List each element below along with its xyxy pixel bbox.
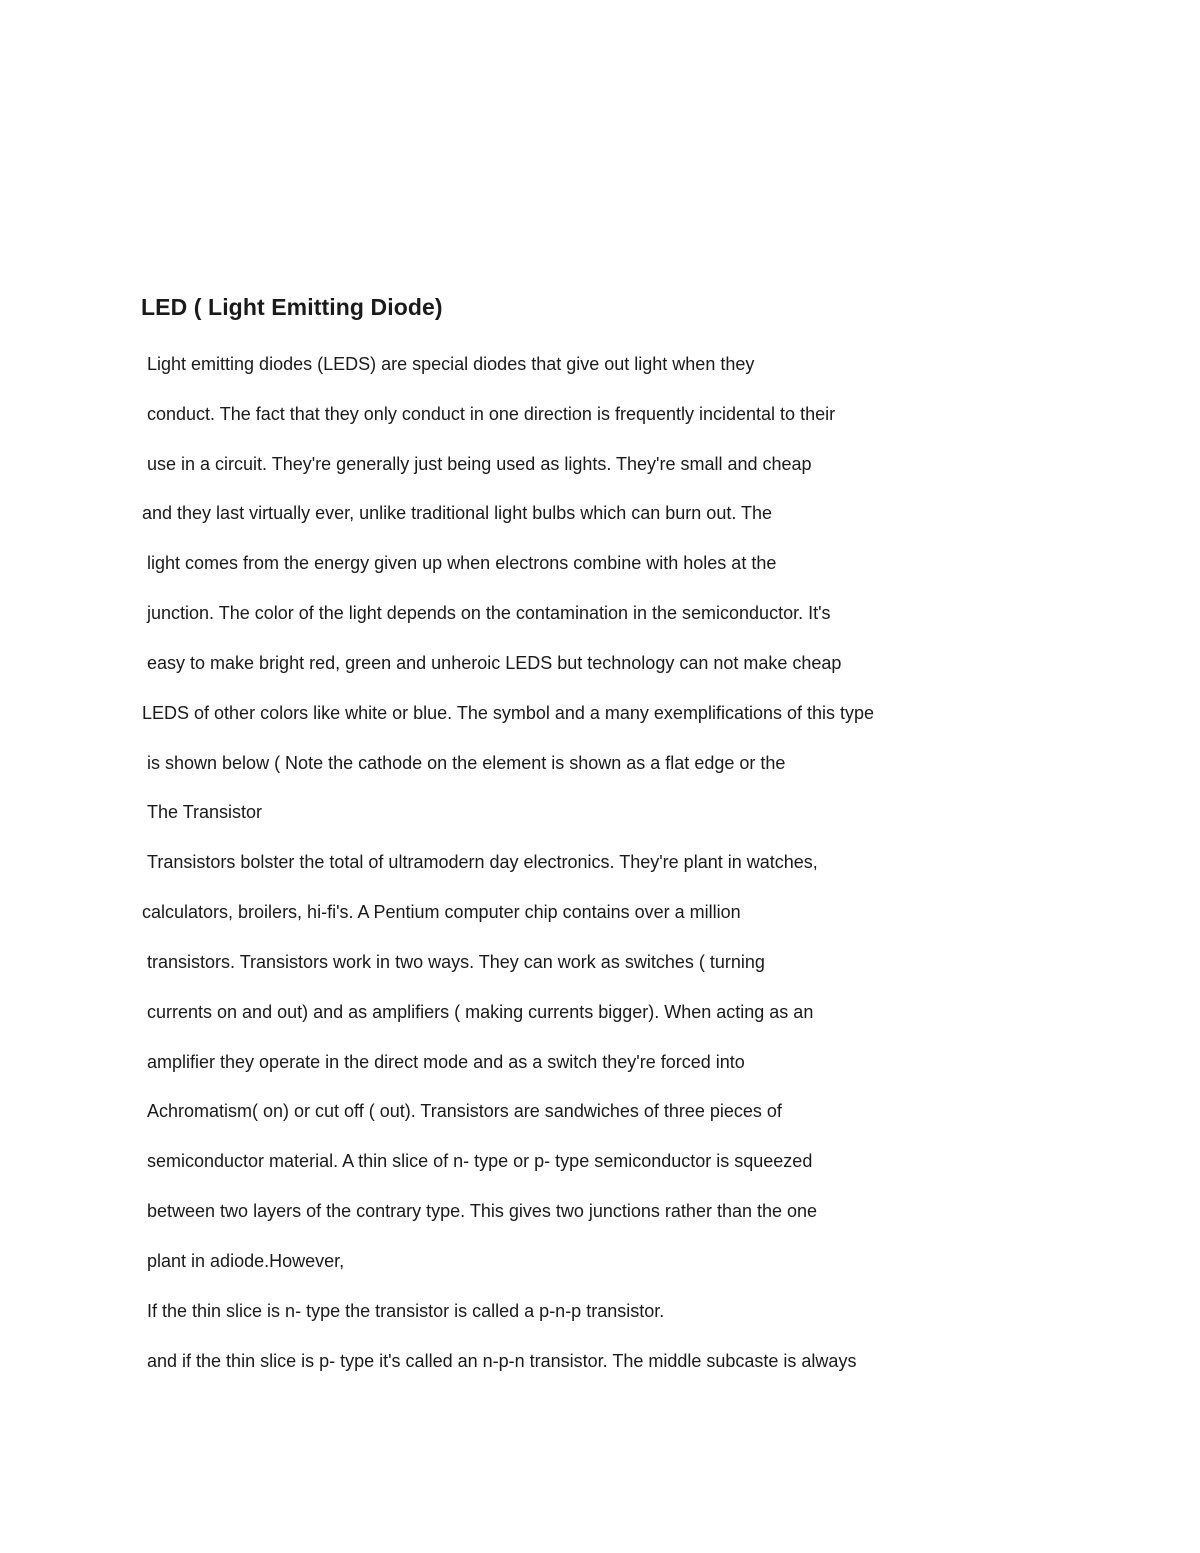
paragraph-line-8: LEDS of other colors like white or blue. The symbol and a many exemplifications of this type [142,703,875,723]
paragraph-line-3: use in a circuit. They're generally just being used as lights. They're small and cheap [147,454,812,474]
paragraph-line-19: plant in adiode.However, [147,1251,345,1271]
paragraph-line-20: If the thin slice is n- type the transistor is called a p-n-p transistor. [147,1301,665,1321]
paragraph-line-14: currents on and out) and as amplifiers ( making currents bigger). When acting as an [147,1002,814,1022]
paragraph-line-17: semiconductor material. A thin slice of n- type or p- type semiconductor is squeezed [147,1151,813,1171]
paragraph-line-12: calculators, broilers, hi-fi's. A Pentium computer chip contains over a million [142,902,741,922]
paragraph-line-11: Transistors bolster the total of ultramodern day electronics. They're plant in watches, [147,852,818,872]
paragraph-line-9: is shown below ( Note the cathode on the element is shown as a flat edge or the [147,753,786,773]
paragraph-line-15: amplifier they operate in the direct mode and as a switch they're forced into [147,1052,745,1072]
paragraph-line-6: junction. The color of the light depends on the contamination in the semiconductor. It's [147,603,831,623]
paragraph-line-4: and they last virtually ever, unlike traditional light bulbs which can burn out. The [142,503,773,523]
section-heading-transistor: The Transistor [147,802,263,822]
paragraph-line-13: transistors. Transistors work in two ways. They can work as switches ( turning [147,952,765,972]
paragraph-line-7: easy to make bright red, green and unheroic LEDS but technology can not make cheap [147,653,842,673]
paragraph-line-2: conduct. The fact that they only conduct in one direction is frequently incidental to their [147,404,836,424]
document-title: LED ( Light Emitting Diode) [141,294,443,320]
paragraph-line-21: and if the thin slice is p- type it's called an n-p-n transistor. The middle subcaste is always [147,1351,857,1371]
paragraph-line-1: Light emitting diodes (LEDS) are special diodes that give out light when they [147,354,755,374]
paragraph-line-5: light comes from the energy given up when electrons combine with holes at the [147,553,777,573]
paragraph-line-16: Achromatism( on) or cut off ( out). Transistors are sandwiches of three pieces of [147,1101,782,1121]
paragraph-line-18: between two layers of the contrary type. This gives two junctions rather than the one [147,1201,818,1221]
